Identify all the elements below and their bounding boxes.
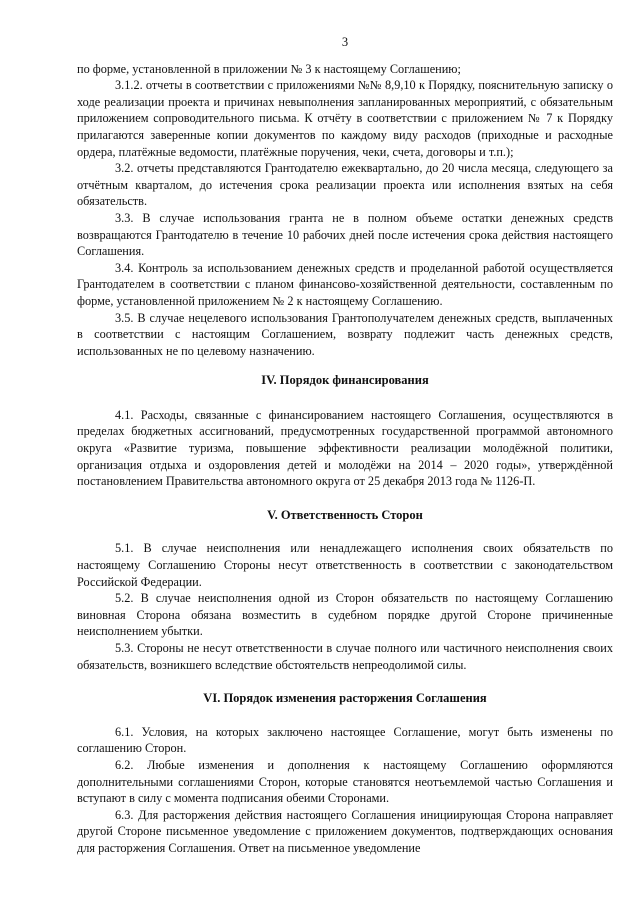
paragraph-4-1: 4.1. Расходы, связанные с финансированием настоящего Соглашения, осуществляются в пределах бюджетных ассигнований, предусмотренных государственной программой автономного округа «Развитие туризма, повышение эффективности реализации молодёжной политики, организация отдыха и оздоровления детей и молодёжи на 2014 – 2020 годы», утверждённой постановлением Правительства автономного округа от 25 декабря 2013 года № 1126-П.	[77, 407, 613, 489]
page-number: 3	[341, 35, 349, 49]
paragraph-6-2: 6.2. Любые изменения и дополнения к настоящему Соглашению оформляются дополнительными соглашениями Сторон, которые становятся неотъемлемой частью Соглашения и вступают в силу с момента подписания обеими Сторонами.	[77, 757, 613, 806]
paragraph-3-5: 3.5. В случае нецелевого использования Грантополучателем денежных средств, выплаченных в соответствии с настоящим Соглашением, возврату подлежит часть денежных средств, использованных не по целевому назначению.	[77, 310, 613, 358]
document-page	[77, 34, 613, 857]
paragraph-3-1-2: 3.1.2. отчеты в соответствии с приложениями №№ 8,9,10 к Порядку, пояснительную записку о ходе реализации проекта и причинах невыполнения запланированных мероприятий, с обязательным приложением сопроводительного письма. К отчёту в соответствии с приложением № 7 к Порядку прилагаются заверенные копии документов по каждому виду расходов (приходные и расходные ордера, платёжные ведомости, платёжные поручения, чеки, счета, договоры и т.п.);	[77, 78, 613, 159]
section-5-heading: V. Ответственность Сторон	[267, 507, 423, 522]
paragraph-3-3: 3.3. В случае использования гранта не в полном объеме остатки денежных средств возвращаются Грантодателю в течение 10 рабочих дней после истечения срока действия настоящего Соглашения.	[77, 210, 613, 259]
paragraph-5-1: 5.1. В случае неисполнения или ненадлежащего исполнения своих обязательств по настоящему Соглашению Стороны несут ответственность в соответствии с законодательством Российской Федерации.	[77, 541, 613, 589]
section-4-heading: IV. Порядок финансирования	[261, 373, 429, 388]
paragraph-5-3: 5.3. Стороны не несут ответственности в случае полного или частичного неисполнения своих обязательств, возникшего вследствие обстоятельств непреодолимой силы.	[77, 641, 613, 672]
paragraph-6-1: 6.1. Условия, на которых заключено настоящее Соглашение, могут быть изменены по соглашению Сторон.	[77, 724, 613, 756]
paragraph-3-4: 3.4. Контроль за использованием денежных средств и проделанной работой осуществляется Грантодателем в соответствии с планом финансово-хозяйственной деятельности, составленным по форме, установленной приложением № 2 к настоящему Соглашению.	[77, 260, 613, 308]
paragraph-5-2: 5.2. В случае неисполнения одной из Сторон обязательств по настоящему Соглашению виновная Сторона обязана возместить в судебном порядке другой Стороне причиненные неисполнением убытки.	[77, 591, 613, 639]
paragraph-3-2: 3.2. отчеты представляются Грантодателю ежеквартально, до 20 числа месяца, следующего за отчётным кварталом, до истечения срока реализации проекта или исполнения взятых на себя обязательств.	[77, 161, 613, 209]
paragraph-continuation: по форме, установленной в приложении № 3 к настоящему Соглашению;	[77, 61, 461, 76]
paragraph-6-3: 6.3. Для расторжения действия настоящего Соглашения инициирующая Сторона направляет другой Стороне письменное уведомление с приложением документов, подтверждающих основания для расторжения Соглашения. Ответ на письменное уведомление	[77, 807, 613, 855]
section-6-heading: VI. Порядок изменения расторжения Соглашения	[203, 691, 487, 706]
